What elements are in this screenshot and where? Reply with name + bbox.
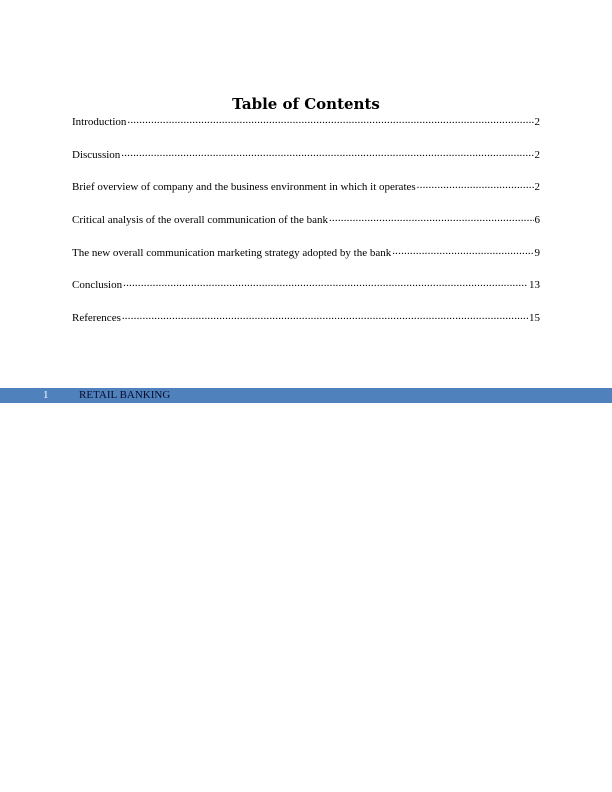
toc-entry-page: 2 bbox=[534, 116, 540, 128]
toc-entry-text: Discussion bbox=[72, 148, 121, 161]
toc-entry-page: 6 bbox=[534, 214, 540, 227]
toc-entry-strategy[interactable] bbox=[72, 245, 540, 278]
toc-entry-discussion[interactable] bbox=[72, 147, 540, 180]
toc-entry-page: 13 bbox=[529, 279, 540, 292]
toc-list bbox=[72, 114, 540, 343]
toc-entry-text: Critical analysis of the overall communication of the bank bbox=[72, 214, 328, 227]
toc-entry-page: 2 bbox=[534, 148, 540, 161]
footer-bar bbox=[0, 388, 612, 403]
dot-leader bbox=[123, 277, 528, 288]
toc-entry-page: 15 bbox=[529, 312, 540, 325]
dot-leader bbox=[121, 147, 533, 158]
footer-label: RETAIL BANKING bbox=[79, 389, 171, 401]
footer-page-number: 1 bbox=[43, 389, 49, 401]
toc-entry-text: References bbox=[72, 312, 121, 325]
toc-entry-overview[interactable] bbox=[72, 179, 540, 212]
dot-leader bbox=[122, 310, 528, 321]
dot-leader bbox=[392, 245, 533, 256]
toc-entry-page: 2 bbox=[534, 181, 540, 194]
toc-entry-page: 9 bbox=[534, 246, 540, 259]
toc-entry-text: The new overall communication marketing strategy adopted by the bank bbox=[72, 246, 392, 259]
dot-leader bbox=[329, 212, 534, 223]
dot-leader bbox=[417, 179, 534, 190]
toc-entry-text: Introduction bbox=[72, 116, 127, 128]
toc-entry-text: Conclusion bbox=[72, 279, 123, 292]
toc-entry-critical-analysis[interactable] bbox=[72, 212, 540, 245]
dot-leader bbox=[127, 114, 533, 125]
toc-title: Table of Contents bbox=[232, 95, 380, 113]
toc-entry-conclusion[interactable] bbox=[72, 277, 540, 310]
toc-entry-references[interactable] bbox=[72, 310, 540, 343]
toc-entry-text: Brief overview of company and the business environment in which it operates bbox=[72, 181, 416, 194]
toc-entry-introduction[interactable] bbox=[72, 114, 540, 147]
